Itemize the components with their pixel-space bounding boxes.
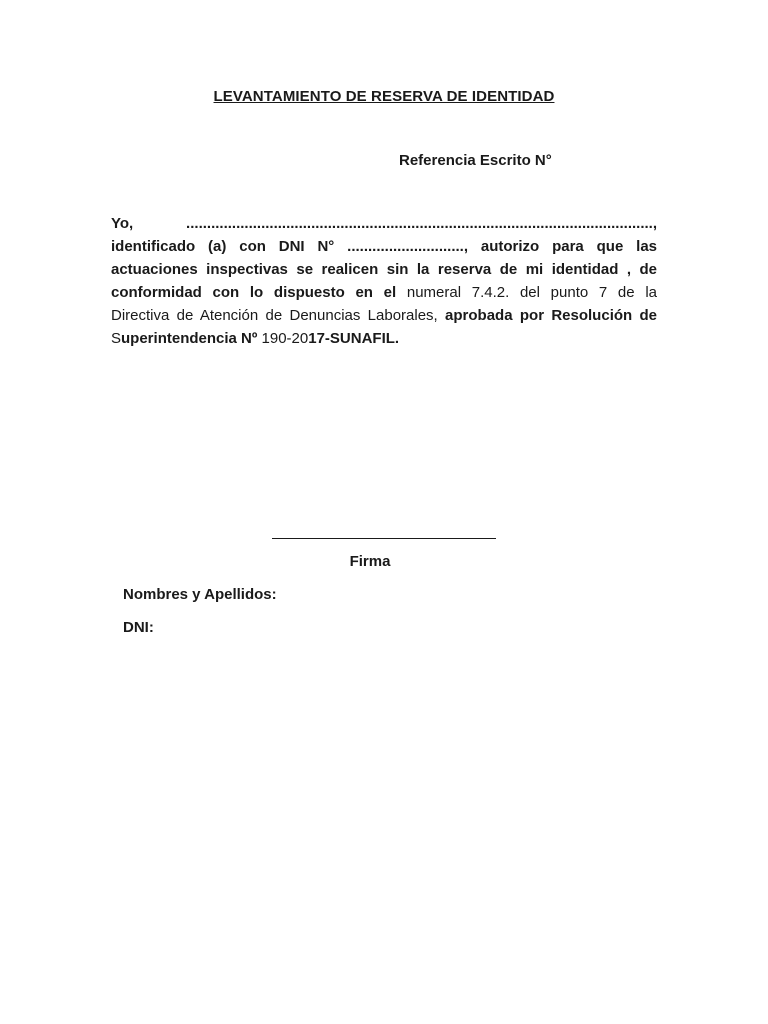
document-title: LEVANTAMIENTO DE RESERVA DE IDENTIDAD (213, 88, 555, 105)
names-label: Nombres y Apellidos: (123, 586, 277, 603)
reference-label: Referencia Escrito N° (399, 152, 552, 169)
paragraph-line-5 (111, 304, 657, 327)
paragraph-line-5-bold: aprobada por Resolución de (437, 307, 657, 324)
paragraph-line-2: identificado (a) con DNI N° ............................, autorizo para que las (111, 238, 657, 255)
paragraph-line-3: actuaciones inspectivas se realicen sin la reserva de mi identidad , de (111, 261, 657, 278)
paragraph-line-4-normal: numeral 7.4.2. del punto 7 de la (396, 284, 657, 301)
signature-line (272, 538, 496, 539)
paragraph-line-6-bold-b: 17-SUNAFIL. (308, 330, 400, 347)
paragraph-line-6 (111, 327, 657, 350)
paragraph-line-4-bold: conformidad con lo dispuesto en el (111, 284, 397, 301)
paragraph-line-4 (111, 281, 657, 304)
paragraph-line-6-normal-a: S (111, 330, 122, 347)
paragraph-line-6-normal-b: 190-20 (261, 330, 309, 347)
paragraph-line-6-bold-a: uperintendencia Nº (121, 330, 262, 347)
paragraph-line-1: Yo, ................................................................................................................, (111, 215, 657, 232)
authorization-paragraph (111, 212, 657, 350)
dni-label: DNI: (123, 619, 154, 636)
signature-label: Firma (349, 553, 391, 570)
paragraph-line-5-normal: Directiva de Atención de Denuncias Laborales, (111, 307, 438, 324)
